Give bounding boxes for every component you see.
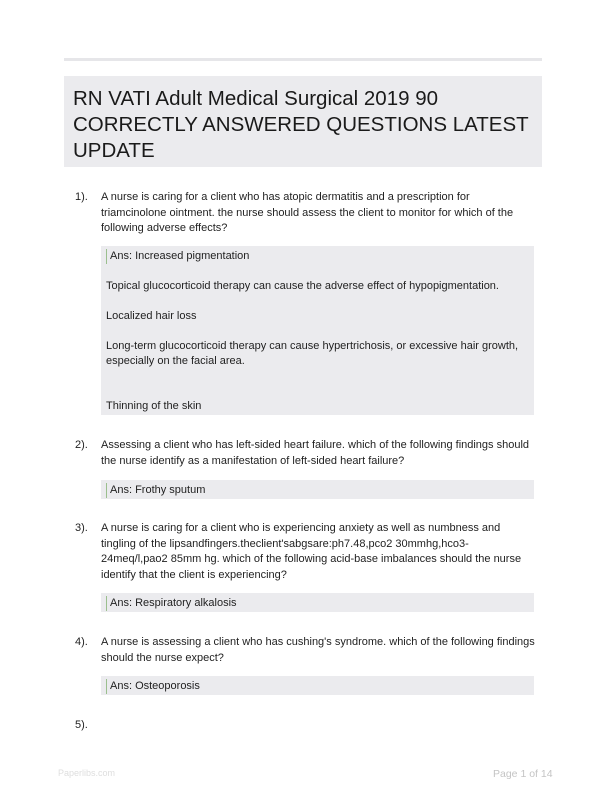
answer-detail: Thinning of the skin: [106, 400, 202, 412]
question-text: Assessing a client who has left-sided heart failure. which of the following findings should the nurse identify as a manifestation of left-sided heart failure?: [101, 439, 530, 467]
document-title: RN VATI Adult Medical Surgical 2019 90 CORRECTLY ANSWERED QUESTIONS LATEST UPDATE: [73, 87, 529, 162]
question-number: 2).: [75, 439, 88, 451]
answer-text: Ans: Frothy sputum: [106, 483, 528, 498]
question-number: 4).: [75, 636, 88, 648]
question-text: A nurse is caring for a client who has atopic dermatitis and a prescription for triamcinolone ointment. the nurse should assess the client to monitor for which of the following adverse effects?: [101, 191, 514, 234]
footer-site-watermark: Paperlibs.com: [58, 768, 116, 778]
answer-text: Ans: Respiratory alkalosis: [106, 596, 528, 611]
question-number: 5).: [75, 719, 88, 731]
answer-text: Ans: Osteoporosis: [106, 679, 528, 694]
answer-box: [101, 480, 534, 499]
question-text: A nurse is caring for a client who is experiencing anxiety as well as numbness and tingling of the lipsandfingers.theclient'sabgsare:ph7.48,pco2 30mmhg,hco3- 24meq/l,pao2 85mm hg. which of the following acid-base imbalances should the nurse identify that the client is experiencing?: [101, 522, 522, 581]
answer-text: Ans: Increased pigmentation: [106, 249, 528, 264]
question-text: A nurse is assessing a client who has cushing's syndrome. which of the following findings should the nurse expect?: [101, 636, 535, 664]
question-number: 1).: [75, 191, 88, 203]
answer-box: [101, 676, 534, 695]
answer-detail: Topical glucocorticoid therapy can cause the adverse effect of hypopigmentation.: [106, 280, 499, 292]
top-divider: [64, 58, 542, 61]
answer-detail: Localized hair loss: [106, 310, 197, 322]
answer-box: [101, 246, 534, 415]
question-number: 3).: [75, 522, 88, 534]
answer-detail: Long-term glucocorticoid therapy can cause hypertrichosis, or excessive hair growth, especially on the facial area.: [106, 340, 519, 367]
answer-box: [101, 593, 534, 612]
title-banner: [64, 76, 542, 167]
page-indicator: Page 1 of 14: [493, 768, 553, 780]
